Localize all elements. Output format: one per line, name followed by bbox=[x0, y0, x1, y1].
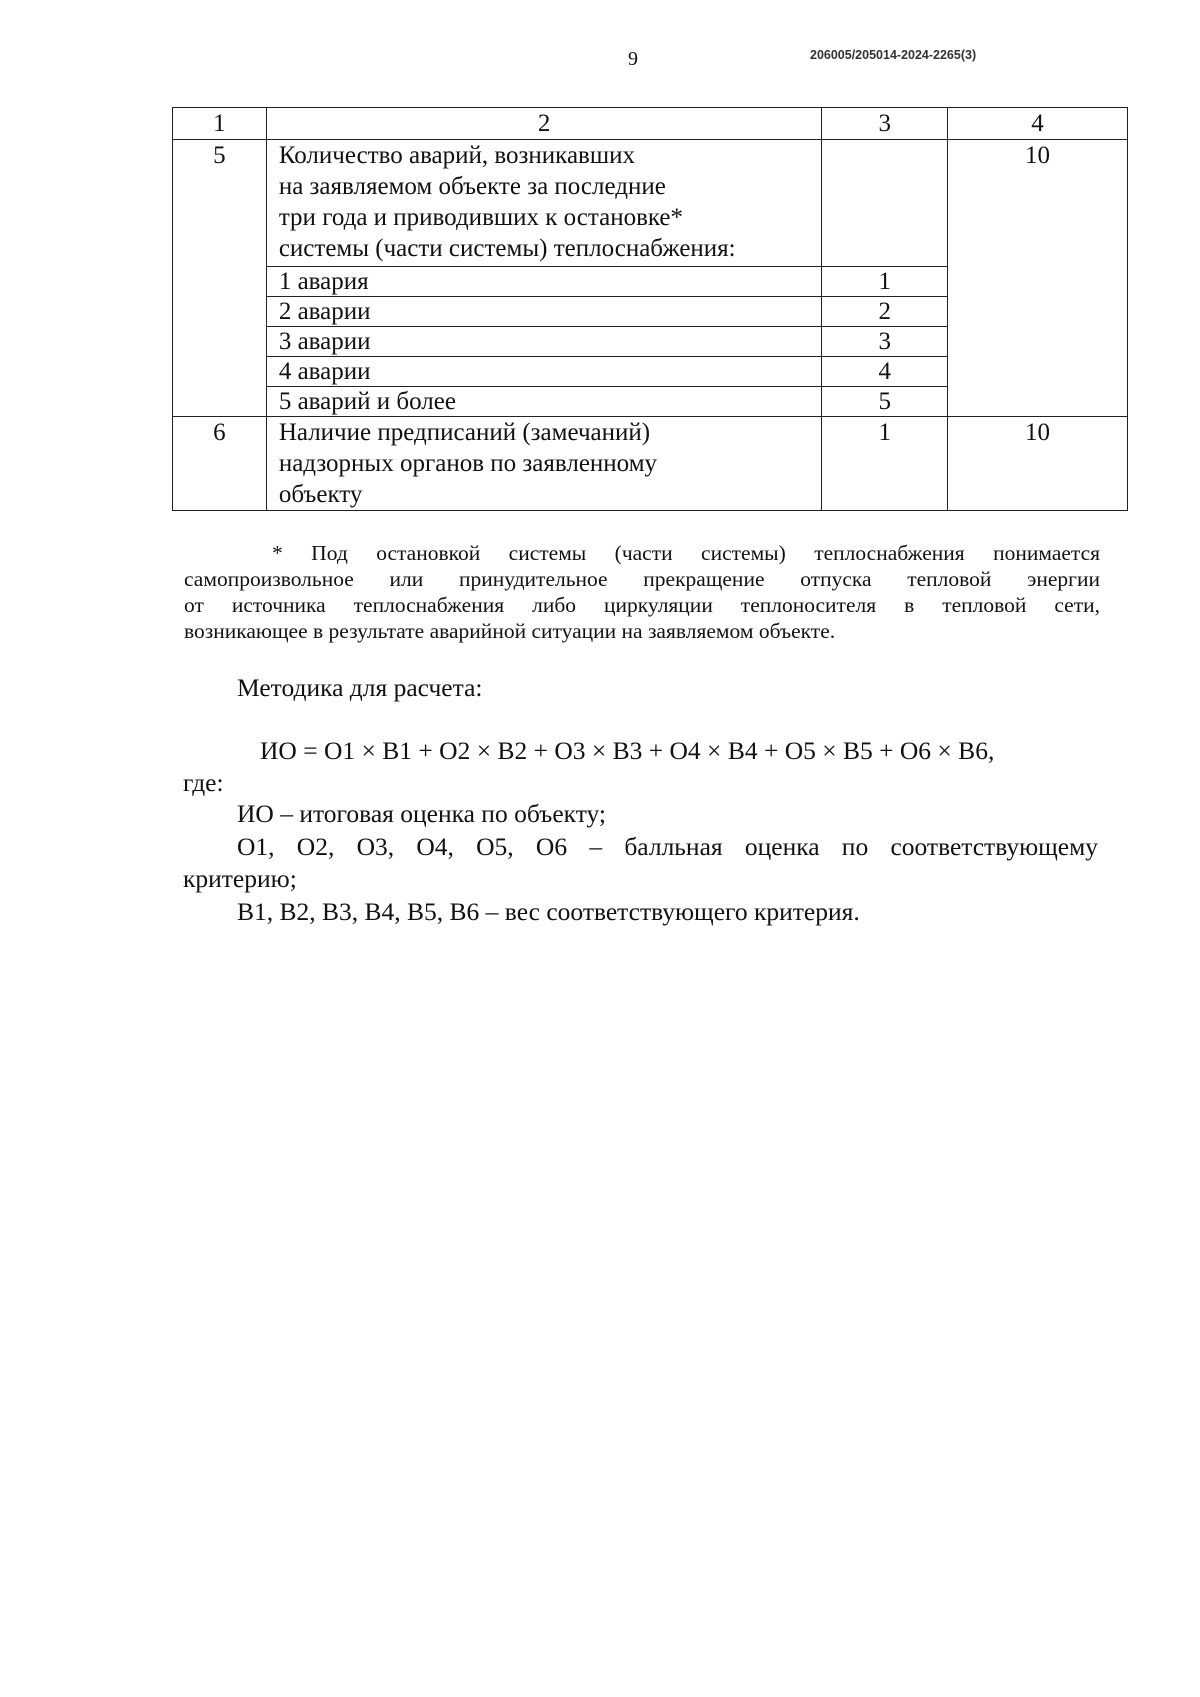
definition-o: О1, О2, О3, О4, О5, О6 – балльная оценка по соответствующему bbox=[237, 831, 1098, 861]
row-5-score-empty bbox=[822, 140, 948, 267]
row-6-score: 1 bbox=[822, 417, 948, 511]
option-label: 5 аварий и более bbox=[266, 387, 822, 417]
definitions bbox=[183, 798, 1098, 928]
option-score: 1 bbox=[822, 267, 948, 297]
table-row-6 bbox=[173, 417, 1128, 511]
criterion-line: надзорных органов по заявленному bbox=[278, 450, 658, 477]
footnote-line: возникающее в результате аварийной ситуации на заявляемом объекте. bbox=[184, 619, 836, 643]
criterion-line: системы (части системы) теплоснабжения: bbox=[278, 235, 736, 262]
column-header-3: 3 bbox=[822, 108, 948, 140]
option-score: 3 bbox=[822, 327, 948, 357]
table-header-row bbox=[173, 108, 1128, 140]
row-5-weight: 10 bbox=[948, 140, 1128, 417]
definition-io: ИО – итоговая оценка по объекту; bbox=[237, 799, 607, 828]
column-header-2: 2 bbox=[266, 108, 822, 140]
criterion-line: три года и приводивших к остановке* bbox=[278, 204, 683, 231]
definition-b: В1, В2, В3, В4, В5, В6 – вес соответствующего критерия. bbox=[237, 896, 860, 926]
option-score: 2 bbox=[822, 297, 948, 327]
option-score: 4 bbox=[822, 357, 948, 387]
method-title: Методика для расчета: bbox=[237, 673, 483, 702]
row-5-number: 5 bbox=[173, 140, 267, 417]
criterion-line: Наличие предписаний (замечаний) bbox=[278, 419, 651, 446]
footnote-line: от источника теплоснабжения либо циркуляции теплоносителя в тепловой сети, bbox=[184, 593, 1100, 617]
option-label: 2 аварии bbox=[266, 297, 822, 327]
option-label: 4 аварии bbox=[266, 357, 822, 387]
column-header-1: 1 bbox=[173, 108, 267, 140]
criteria-table bbox=[172, 107, 1128, 511]
where-label: где: bbox=[183, 768, 224, 797]
option-score: 5 bbox=[822, 387, 948, 417]
formula: ИО = О1 × В1 + О2 × В2 + О3 × В3 + О4 × В4 + О5 × В5 + О6 × В6, bbox=[260, 736, 995, 765]
criterion-line: Количество аварий, возникавших bbox=[278, 142, 635, 169]
definition-o-continued: критерию; bbox=[183, 864, 297, 893]
column-header-4: 4 bbox=[948, 108, 1128, 140]
criterion-line: объекту bbox=[278, 481, 363, 508]
row-6-criterion bbox=[266, 417, 822, 511]
option-label: 1 авария bbox=[266, 267, 822, 297]
table-row-5 bbox=[173, 140, 1128, 267]
footnote-line: самопроизвольное или принудительное прекращение отпуска тепловой энергии bbox=[184, 567, 1100, 591]
row-6-weight: 10 bbox=[948, 417, 1128, 511]
criterion-line: на заявляемом объекте за последние bbox=[278, 173, 666, 200]
row-5-criterion bbox=[266, 140, 822, 267]
footnote-line: * Под остановкой системы (части системы) теплоснабжения понимается bbox=[272, 541, 1100, 565]
footnote bbox=[184, 540, 1100, 644]
row-6-number: 6 bbox=[173, 417, 267, 511]
option-label: 3 аварии bbox=[266, 327, 822, 357]
page-number: 9 bbox=[628, 48, 638, 70]
document-id: 206005/205014-2024-2265(3) bbox=[810, 48, 977, 62]
